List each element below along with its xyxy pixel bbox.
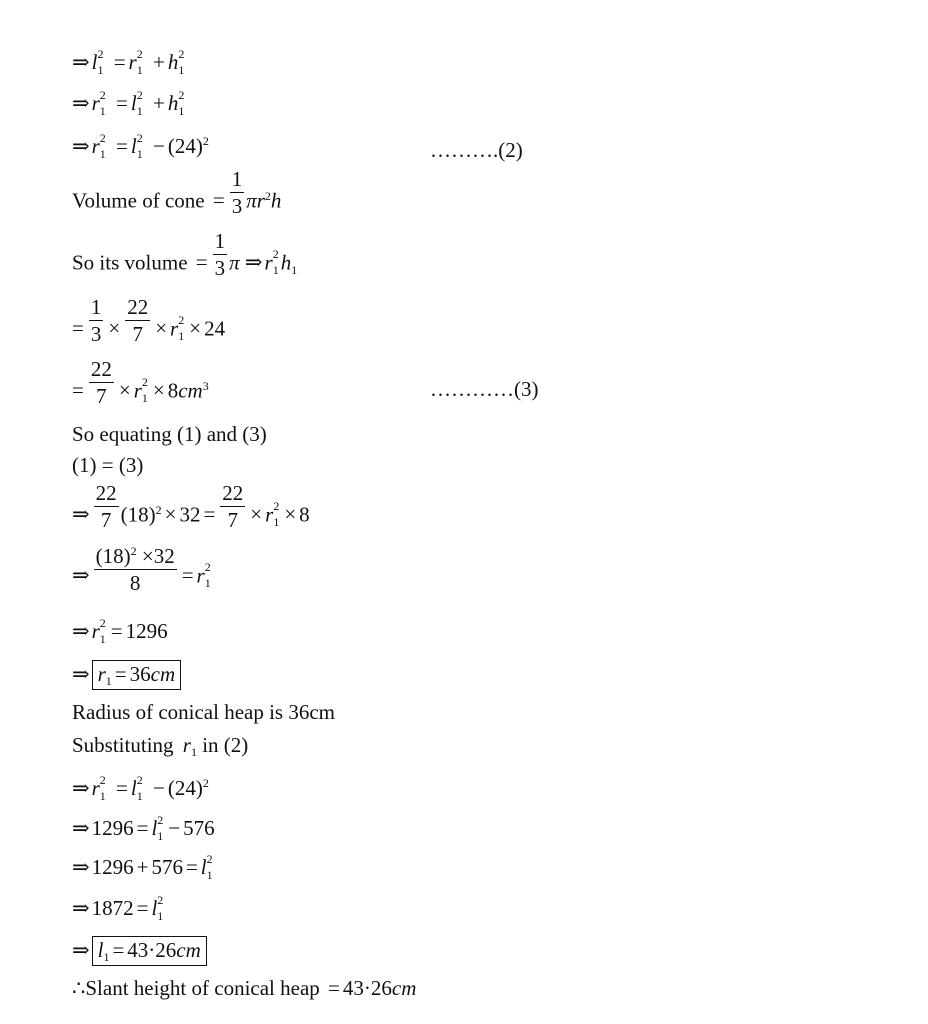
equation-1296-minus-576: ⇒1296 = l 2 1 − 576 xyxy=(72,813,215,843)
volume-simplified: = $\frac{22}{7}$ × r 2 1 × $8cm^3$ xyxy=(72,357,209,409)
equation-radius-squared-value: ⇒r 2 1 = 1296 xyxy=(72,616,168,646)
equation-1296-plus-576: ⇒1296 + 576 = l 2 1 xyxy=(72,852,213,882)
equation-1872: ⇒1872 = l 2 1 xyxy=(72,893,164,923)
boxed-radius-result: ⇒ $r_1 = 36cm$ xyxy=(72,660,181,690)
equation-radius-squared: ⇒r 2 1 = l 2 1 + h 2 1 xyxy=(72,88,185,118)
equation-slant-pythagoras: ⇒l 2 1 = r 2 1 + h 2 1 xyxy=(72,47,185,77)
slant-answer-box: $l_1 = 43\cdot 26cm$ xyxy=(92,936,207,966)
slant-height-conclusion: ∴Slant height of conical heap = 43·26cm xyxy=(72,976,417,1000)
equation-solve-radius: ⇒ $\frac{(18)^2 \times 32}{8}$ = r 2 1 xyxy=(72,544,211,596)
equation-radius-height-repeat: ⇒r 2 1 = l 2 1 − $(24)^2$ xyxy=(72,773,209,803)
boxed-slant-result: ⇒ $l_1 = 43\cdot 26cm$ xyxy=(72,936,207,966)
equation-equate-volumes: ⇒ $\frac{22}{7}$ $(18)^2 \times 32$ = $\frac{22}{7}$ × r 2 1 × 8 xyxy=(72,481,310,533)
equality-1-3: (1) = (3) xyxy=(72,453,144,477)
equation-ref-3: …………(3) xyxy=(430,377,539,401)
radius-answer-box: $r_1 = 36cm$ xyxy=(92,660,182,690)
radius-statement: Radius of conical heap is 36cm xyxy=(72,700,336,724)
equation-ref-2: ……….(2) xyxy=(430,138,523,162)
substitution-statement: Substituting $r_1$ in (2) xyxy=(72,733,249,760)
volume-substitution: = $\frac{1}{3}$ × $\frac{22}{7}$ × r 2 1 × 24 xyxy=(72,295,226,347)
its-volume-formula: So its volume = $\frac{1}{3}$ π ⇒r 2 1 $h_1$ xyxy=(72,229,298,281)
equation-radius-height: ⇒r 2 1 = l 2 1 − $(24)^2$ xyxy=(72,131,209,161)
equating-statement: So equating (1) and (3) xyxy=(72,422,267,446)
volume-of-cone-formula: Volume of cone = $\frac{1}{3}$ $\pi r^2h$ xyxy=(72,167,282,219)
